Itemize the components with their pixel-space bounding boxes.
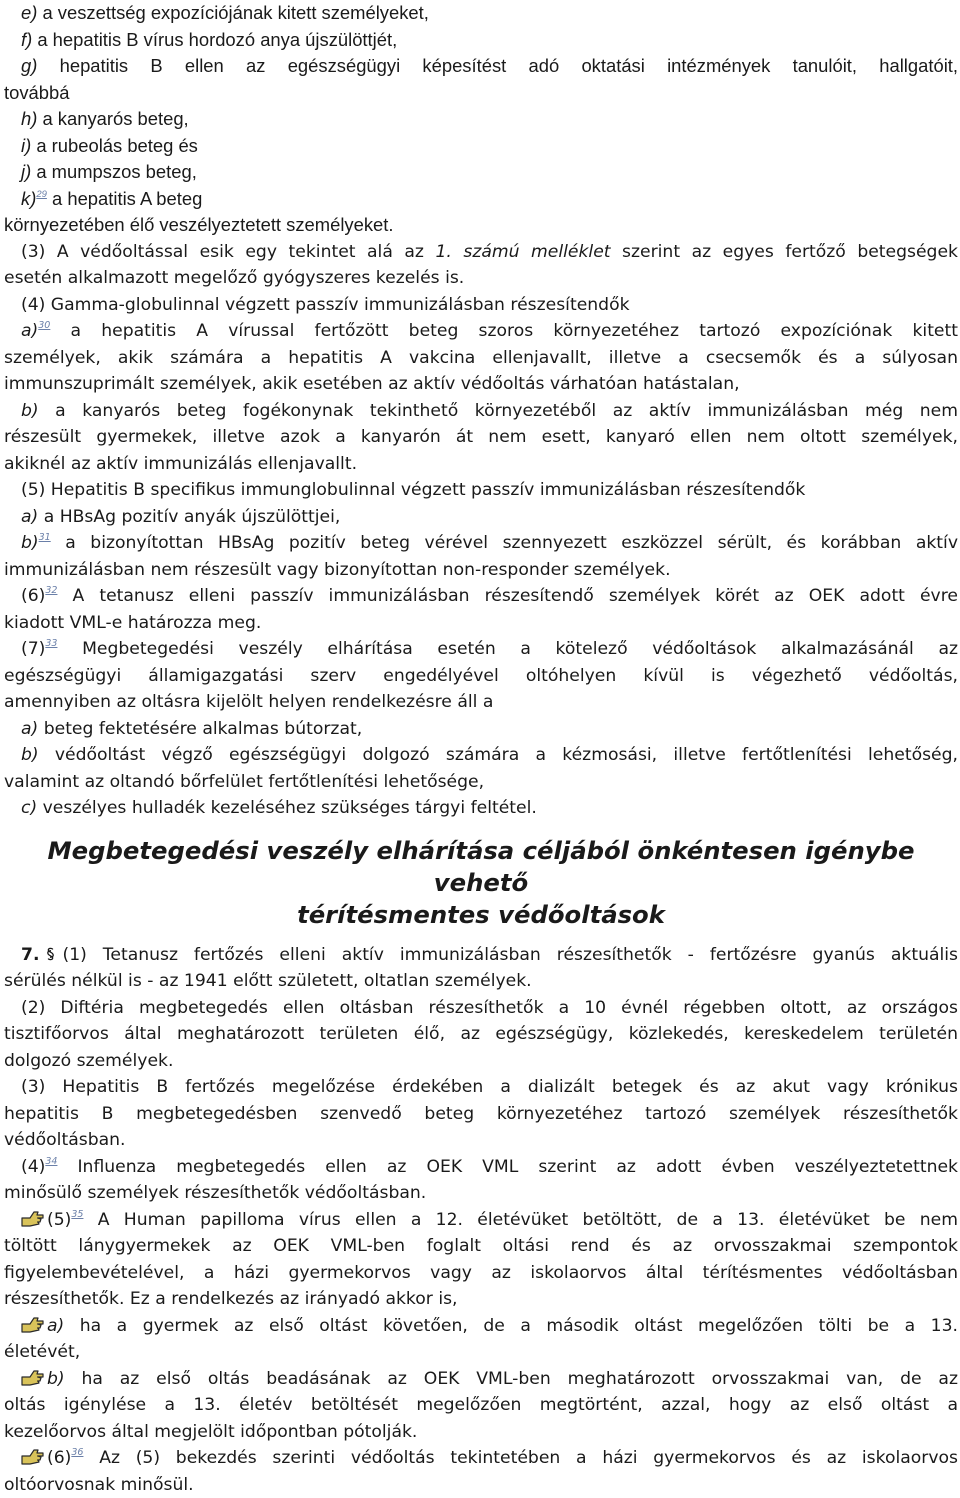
text-line: dolgozó személyek. <box>4 1048 958 1075</box>
text-line: személyek, akik számára a hepatitis A vakcina ellenjavallt, illetve a csecsemők és a súlyosan <box>4 345 958 372</box>
list-item-b: b)$^{31}$ a bizonyítottan HBsAg pozitív beteg vérével szennyezett eszközzel sérült, és korábban aktív <box>4 530 958 557</box>
text-line: töltött lánygyermekek az OEK VML-ben foglalt oltási rend és az orvosszakmai szempontok <box>4 1233 958 1260</box>
section-heading: Megbetegedési veszély elhárítása céljából önkéntesen igénybe vehető térítésmentes védőoltások <box>4 835 958 931</box>
text-line: életévét, <box>4 1339 958 1366</box>
list-item-k: k)$^{29}$ a hepatitis A beteg <box>4 186 958 213</box>
list-item-i: i) a rubeolás beteg és <box>4 133 958 160</box>
annex-link: 1. számú melléklet <box>435 242 610 262</box>
pointing-hand-icon <box>21 1447 45 1466</box>
list-item-a: a) ha a gyermek az első oltást követően, de a második oltást megelőzően tölti be a 13. <box>4 1313 958 1340</box>
text-line: minősülő személyek részesíthetők védőoltásban. <box>4 1180 958 1207</box>
paragraph-6: (6)$^{32}$ A tetanusz elleni passzív immunizálásban részesítendő személyek körét az OEK adott évre <box>4 583 958 610</box>
pointing-hand-icon <box>21 1368 45 1387</box>
list-item-a: a)$^{30}$ a hepatitis A vírussal fertőzött beteg szoros környezetéhez tartozó expozíciónak kitett <box>4 318 958 345</box>
text-line: részesült gyermekek, illetve azok a kanyarón át nem esett, kanyaró ellen nem oltott személyek, <box>4 424 958 451</box>
list-item-j: j) a mumpszos beteg, <box>4 159 958 186</box>
text-line: kiadott VML-e határozza meg. <box>4 610 958 637</box>
footnote-link[interactable]: 31 <box>39 532 51 543</box>
text-line: akiknél az aktív immunizálás ellenjavallt. <box>4 451 958 478</box>
text-line: kezelőorvos által megjelölt időpontban pótolják. <box>4 1419 958 1446</box>
section-7-paragraph-6: (6)$^{36}$ Az (5) bekezdés szerinti védőoltás tekintetében a házi gyermekorvos és az iskolaorvos <box>4 1445 958 1472</box>
text-line: egészségügyi államigazgatási szerv engedélyével oltóhelyen kívül is végezhető védőoltás, <box>4 663 958 690</box>
footnote-link[interactable]: 33 <box>45 638 57 649</box>
text-line: esetén alkalmazott megelőző gyógyszeres kezelés is. <box>4 265 958 292</box>
list-item-b: b) a kanyarós beteg fogékonynak tekinthető környezetéből az aktív immunizálásban még nem <box>4 398 958 425</box>
list-item-b: b) ha az első oltás beadásának az OEK VML-ben meghatározott orvosszakmai van, de az <box>4 1366 958 1393</box>
text-line: figyelembevételével, a házi gyermekorvos vagy az iskolaorvos által térítésmentes védőoltásban <box>4 1260 958 1287</box>
footnote-link[interactable]: 30 <box>38 320 50 331</box>
text-line: immunszuprimált személyek, akik esetében az aktív védőoltás várhatóan hatástalan, <box>4 371 958 398</box>
list-item-g: g) hepatitis B ellen az egészségügyi képesítést adó oktatási intézmények tanulóit, hallgatóit, <box>4 53 958 80</box>
paragraph-5: (5) Hepatitis B specifikus immunglobulinnal végzett passzív immunizálásban részesítendők <box>4 477 958 504</box>
text-line: oltás igénylése a 13. életév betöltését megelőzően megtörtént, azzal, hogy az első oltást a <box>4 1392 958 1419</box>
footnote-link[interactable]: 32 <box>45 585 57 596</box>
footnote-link[interactable]: 29 <box>36 189 47 200</box>
text-line: valamint az oltandó bőrfelület fertőtlenítési lehetősége, <box>4 769 958 796</box>
text-line: amennyiben az oltásra kijelölt helyen rendelkezésre áll a <box>4 689 958 716</box>
paragraph-4: (4) Gamma-globulinnal végzett passzív immunizálásban részesítendők <box>4 292 958 319</box>
footnote-link[interactable]: 34 <box>45 1156 57 1167</box>
section-7-paragraph-3: (3) Hepatitis B fertőzés megelőzése érdekében a dializált betegek és az akut vagy krónikus <box>4 1074 958 1101</box>
pointing-hand-icon <box>21 1209 45 1228</box>
list-item-a: a) a HBsAg pozitív anyák újszülöttjei, <box>4 504 958 531</box>
section-7-paragraph-2: (2) Diftéria megbetegedés ellen oltásban részesíthetők a 10 évnél régebben oltott, az országos <box>4 995 958 1022</box>
list-item-e: e) a veszettség expozíciójának kitett személyeket, <box>4 0 958 27</box>
text-line: hepatitis B megbetegedésben szenvedő beteg környezetéhez tartozó személyek részesíthetők <box>4 1101 958 1128</box>
list-item-c: c) veszélyes hulladék kezeléséhez szükséges tárgyi feltétel. <box>4 795 958 822</box>
list-item-a: a) beteg fektetésére alkalmas bútorzat, <box>4 716 958 743</box>
text-line: továbbá <box>4 80 958 107</box>
paragraph-3: (3) A védőoltással esik egy tekintet alá az 1. számú melléklet szerint az egyes fertőző betegségek <box>4 239 958 266</box>
text-line: tisztifőorvos által meghatározott területen élő, az egészségügy, közlekedés, kereskedelem területén <box>4 1021 958 1048</box>
text-line: környezetében élő veszélyeztetett személyeket. <box>4 212 958 239</box>
pointing-hand-icon <box>21 1315 45 1334</box>
text-line: oltóorvosnak minősül. <box>4 1472 958 1498</box>
section-sign-icon <box>46 947 55 961</box>
text-line: sérülés nélkül is - az 1941 előtt született, oltatlan személyek. <box>4 968 958 995</box>
text-line: immunizálásban nem részesült vagy bizonyítottan non-responder személyek. <box>4 557 958 584</box>
text-line: részesíthetők. Ez a rendelkezés az irányadó akkor is, <box>4 1286 958 1313</box>
paragraph-7: (7)$^{33}$ Megbetegedési veszély elhárítása esetén a kötelező védőoltások alkalmazásánál az <box>4 636 958 663</box>
list-item-f: f) a hepatitis B vírus hordozó anya újszülöttjét, <box>4 27 958 54</box>
footnote-link[interactable]: 35 <box>71 1209 83 1220</box>
section-7-paragraph-1: 7. (1) Tetanusz fertőzés elleni aktív immunizálásban részesíthetők - fertőzésre gyanús aktuális <box>4 942 958 969</box>
footnote-link[interactable]: 36 <box>71 1447 83 1458</box>
list-item-h: h) a kanyarós beteg, <box>4 106 958 133</box>
text-line: védőoltásban. <box>4 1127 958 1154</box>
section-7-paragraph-5: (5)$^{35}$ A Human papilloma vírus ellen a 12. életévüket betöltött, de a 13. életévüket be nem <box>4 1207 958 1234</box>
list-item-b: b) védőoltást végző egészségügyi dolgozó számára a kézmosási, illetve fertőtlenítési lehetőség, <box>4 742 958 769</box>
section-7-paragraph-4: (4)$^{34}$ Influenza megbetegedés ellen az OEK VML szerint az adott évben veszélyeztetettnek <box>4 1154 958 1181</box>
